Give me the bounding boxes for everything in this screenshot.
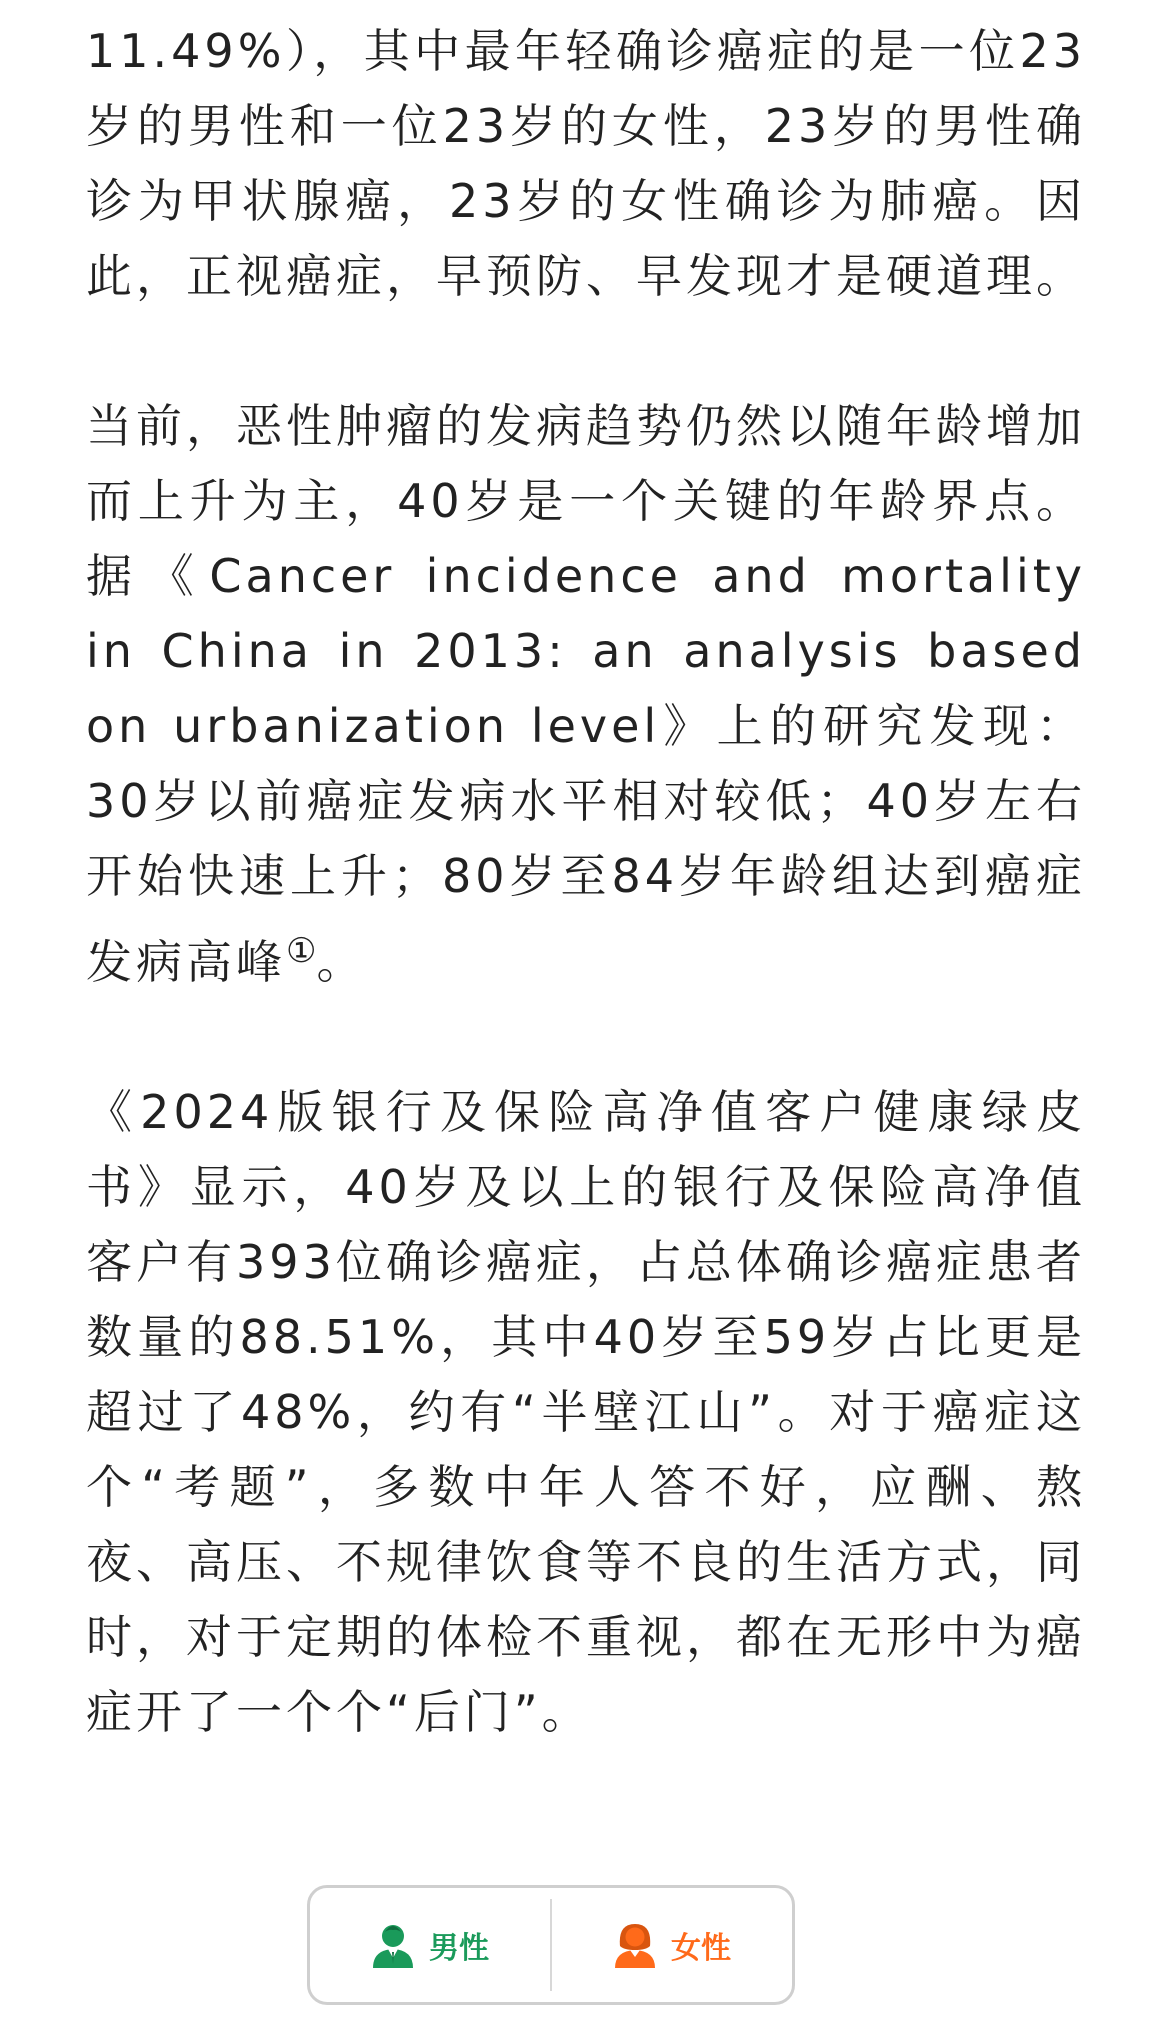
article-paragraph bbox=[86, 389, 1086, 1000]
footnote-marker[interactable]: ① bbox=[286, 931, 317, 971]
article-paragraph: 《2024版银行及保险高净值客户健康绿皮书》显示，40岁及以上的银行及保险高净值客户有393位确诊癌症，占总体确诊癌症患者数量的88.51%，其中40岁至59岁占比更是超过了48%，约有“半壁江山”。对于癌症这个“考题”，多数中年人答不好，应酬、熬夜、高压、不规律饮食等不良的生活方式，同时，对于定期的体检不重视，都在无形中为癌症开了一个个“后门”。 bbox=[86, 1085, 1086, 1739]
article-body bbox=[86, 14, 1086, 1825]
female-option-button[interactable] bbox=[552, 1888, 792, 2002]
male-option-button[interactable] bbox=[310, 1888, 550, 2002]
female-option-label: 女性 bbox=[671, 1931, 731, 1966]
paragraph-text: 当前，恶性肿瘤的发病趋势仍然以随年龄增加而上升为主，40岁是一个关键的年龄界点。据《Cancer incidence and mortality in China in 2013: an analysis based on urbanization level》上的研究发现：30岁以前癌症发病水平相对较低；40岁左右开始快速上升；80岁至84岁年龄组达到癌症发病高峰 bbox=[86, 399, 1086, 989]
female-user-icon bbox=[613, 1922, 657, 1968]
male-user-icon bbox=[371, 1922, 415, 1968]
paragraph-end: 。 bbox=[316, 935, 367, 989]
gender-selector bbox=[307, 1885, 795, 2005]
male-option-label: 男性 bbox=[429, 1931, 489, 1966]
article-paragraph: 11.49%），其中最年轻确诊癌症的是一位23岁的男性和一位23岁的女性，23岁的男性确诊为甲状腺癌，23岁的女性确诊为肺癌。因此，正视癌症，早预防、早发现才是硬道理。 bbox=[86, 24, 1086, 303]
